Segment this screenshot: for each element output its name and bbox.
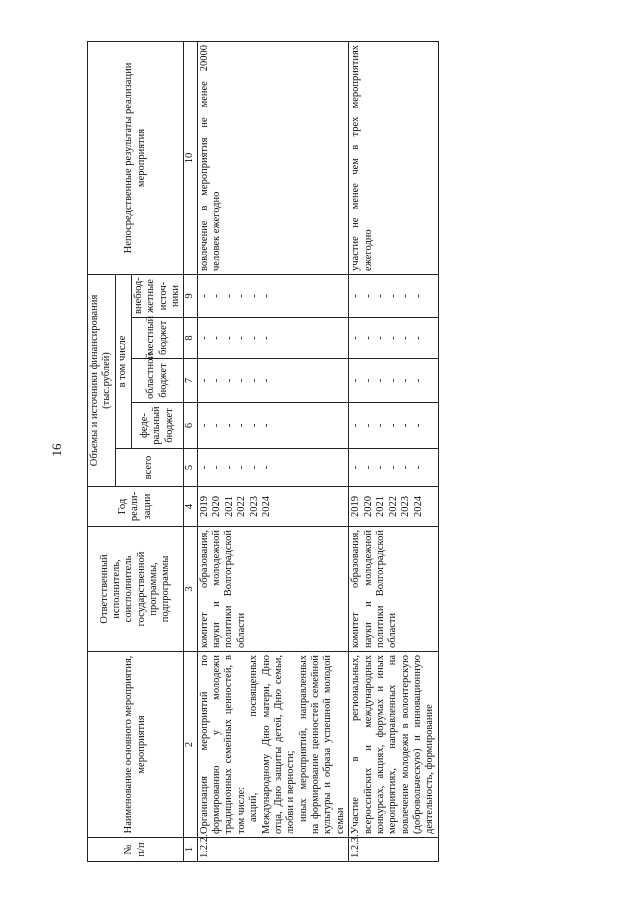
dash: - bbox=[223, 378, 235, 383]
dash: - bbox=[412, 378, 424, 383]
header-row-1 bbox=[88, 41, 116, 861]
dash: - bbox=[400, 294, 412, 298]
year: 2022 bbox=[236, 496, 248, 517]
row-offbudget bbox=[197, 274, 349, 317]
dash: - bbox=[350, 378, 362, 383]
dash: - bbox=[412, 336, 424, 340]
dash: - bbox=[211, 336, 223, 340]
header-federal: феде-ральный бюджет bbox=[131, 403, 184, 449]
row-total bbox=[197, 449, 349, 487]
row-local bbox=[349, 318, 439, 359]
dash: - bbox=[223, 423, 235, 428]
dash: - bbox=[248, 378, 260, 383]
colnum-1: 1 bbox=[184, 838, 197, 862]
dash: - bbox=[350, 336, 362, 340]
colnum-9: 9 bbox=[184, 274, 197, 317]
row-number: 1.2.2. bbox=[197, 838, 349, 862]
dash: - bbox=[211, 378, 223, 383]
dash: - bbox=[400, 423, 412, 428]
program-table bbox=[87, 41, 439, 862]
dash: - bbox=[248, 465, 260, 470]
dash: - bbox=[261, 294, 273, 298]
rotated-table-container bbox=[87, 42, 490, 862]
dash: - bbox=[362, 294, 374, 298]
dash: - bbox=[350, 294, 362, 298]
dash: - bbox=[236, 378, 248, 383]
year: 2021 bbox=[375, 496, 387, 517]
colnum-6: 6 bbox=[184, 403, 197, 449]
dash: - bbox=[362, 336, 374, 340]
colnum-7: 7 bbox=[184, 359, 197, 403]
year: 2024 bbox=[412, 496, 424, 517]
row-name: Участие в региональных, всероссийских и международных конкурсах, акциях, форумах и иных мероприятиях, направленных на вовлечение молодежи в волонтерскую (добровольческую) и инновационную деятельность, формирование bbox=[349, 652, 439, 838]
dash: - bbox=[375, 336, 387, 340]
year: 2020 bbox=[362, 496, 374, 517]
year: 2019 bbox=[198, 496, 210, 517]
year: 2024 bbox=[261, 496, 273, 517]
header-regional: областной бюджет bbox=[131, 359, 184, 403]
row-result: участие не менее чем в трех мероприятиях ежегодно bbox=[349, 41, 439, 274]
dash: - bbox=[198, 465, 210, 470]
row-name bbox=[197, 652, 349, 838]
dash: - bbox=[387, 378, 399, 383]
dash: - bbox=[375, 423, 387, 428]
year: 2023 bbox=[400, 496, 412, 517]
colnum-5: 5 bbox=[184, 449, 197, 487]
dash: - bbox=[211, 423, 223, 428]
dash: - bbox=[211, 294, 223, 298]
dash: - bbox=[387, 423, 399, 428]
dash: - bbox=[387, 294, 399, 298]
dash: - bbox=[236, 336, 248, 340]
dash: - bbox=[248, 423, 260, 428]
header-executor: Ответственный исполнитель, соисполнитель государственной программы, подпрограммы bbox=[88, 527, 184, 652]
dash: - bbox=[375, 294, 387, 298]
dash: - bbox=[223, 336, 235, 340]
page-number: 16 bbox=[49, 443, 64, 457]
dash: - bbox=[261, 378, 273, 383]
header-finance: Объемы и источники финансирования (тыс.рублей) bbox=[88, 274, 116, 486]
header-total: всего bbox=[115, 449, 184, 487]
dash: - bbox=[211, 465, 223, 470]
header-local: местный бюджет bbox=[131, 318, 184, 359]
column-number-row bbox=[184, 41, 197, 861]
year: 2023 bbox=[248, 496, 260, 517]
dash: - bbox=[400, 336, 412, 340]
dash: - bbox=[400, 378, 412, 383]
header-num: № п/п bbox=[88, 838, 184, 862]
year: 2020 bbox=[211, 496, 223, 517]
row-regional bbox=[197, 359, 349, 403]
dash: - bbox=[261, 336, 273, 340]
header-year: Год реали-зации bbox=[88, 487, 184, 527]
year: 2022 bbox=[387, 496, 399, 517]
dash: - bbox=[412, 294, 424, 298]
dash: - bbox=[198, 294, 210, 298]
row-federal bbox=[349, 403, 439, 449]
colnum-8: 8 bbox=[184, 318, 197, 359]
row-name-sub: иных мероприятий, направленных на формирование ценностей семейной культуры и образа успешной молодой семьи bbox=[297, 655, 346, 834]
row-years bbox=[349, 487, 439, 527]
table-row bbox=[349, 41, 439, 861]
row-total bbox=[349, 449, 439, 487]
colnum-4: 4 bbox=[184, 487, 197, 527]
colnum-10: 10 bbox=[184, 41, 197, 274]
year: 2021 bbox=[223, 496, 235, 517]
row-number: 1.2.3. bbox=[349, 838, 439, 862]
dash: - bbox=[223, 294, 235, 298]
dash: - bbox=[198, 336, 210, 340]
dash: - bbox=[387, 336, 399, 340]
row-regional bbox=[349, 359, 439, 403]
row-name-sub: акций, посвященных Международному Дню матери, Дню отца, Дню защиты детей, Дню семьи, любви и верности; bbox=[248, 655, 297, 834]
dash: - bbox=[412, 465, 424, 470]
header-offbudget: внебюд-жетные источ-ники bbox=[131, 274, 184, 317]
dash: - bbox=[248, 336, 260, 340]
dash: - bbox=[261, 465, 273, 470]
dash: - bbox=[400, 465, 412, 470]
dash: - bbox=[350, 423, 362, 428]
table-row bbox=[197, 41, 349, 861]
dash: - bbox=[350, 465, 362, 470]
dash: - bbox=[198, 378, 210, 383]
dash: - bbox=[362, 465, 374, 470]
dash: - bbox=[198, 423, 210, 428]
year: 2019 bbox=[350, 496, 362, 517]
dash: - bbox=[236, 423, 248, 428]
colnum-3: 3 bbox=[184, 527, 197, 652]
header-name: Наименование основного мероприятия, мероприятия bbox=[88, 652, 184, 838]
dash: - bbox=[261, 423, 273, 428]
dash: - bbox=[236, 465, 248, 470]
dash: - bbox=[236, 294, 248, 298]
dash: - bbox=[375, 465, 387, 470]
row-name-main: Организация мероприятий по формированию у молодежи традиционных семейных ценностей, в том числе: bbox=[198, 655, 247, 834]
row-executor: комитет образования, науки и молодежной политики Волгоградской области bbox=[349, 527, 439, 652]
header-including: в том числе bbox=[115, 274, 131, 448]
header-results: Непосредственные результаты реализации мероприятия bbox=[88, 41, 184, 274]
row-years bbox=[197, 487, 349, 527]
dash: - bbox=[412, 423, 424, 428]
dash: - bbox=[375, 378, 387, 383]
row-local bbox=[197, 318, 349, 359]
dash: - bbox=[362, 378, 374, 383]
colnum-2: 2 bbox=[184, 652, 197, 838]
row-result: вовлечение в мероприятия не менее 20000 человек ежегодно bbox=[197, 41, 349, 274]
dash: - bbox=[223, 465, 235, 470]
dash: - bbox=[362, 423, 374, 428]
row-executor: комитет образования, науки и молодежной политики Волгоградской области bbox=[197, 527, 349, 652]
row-federal bbox=[197, 403, 349, 449]
row-offbudget bbox=[349, 274, 439, 317]
dash: - bbox=[387, 465, 399, 470]
dash: - bbox=[248, 294, 260, 298]
